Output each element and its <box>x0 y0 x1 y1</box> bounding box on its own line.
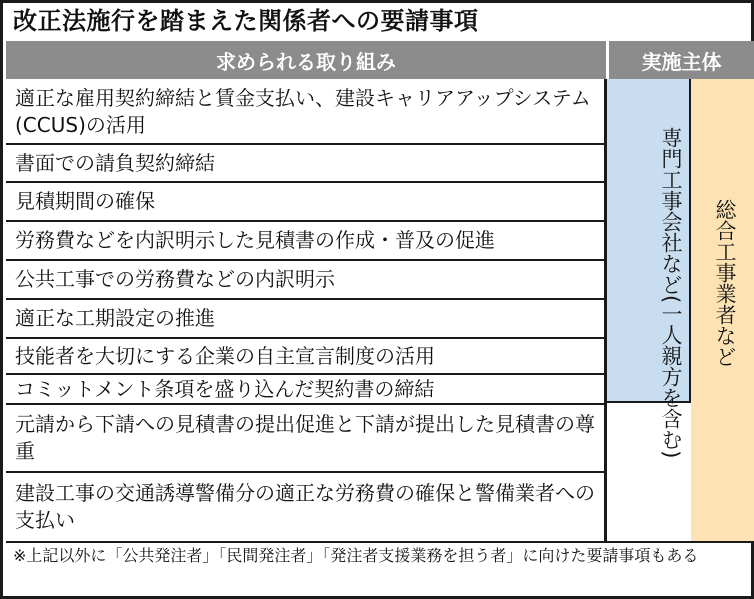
table-row: 労務費などを内訳明示した見積書の作成・普及の促進 <box>15 228 495 252</box>
specialty-contractor-label: 専門工事会社など(一人親方を含む) <box>659 127 683 459</box>
table-row: 書面での請負契約締結 <box>15 150 215 175</box>
table-row: 技能者を大切にする企業の自主宣言制度の活用 <box>15 343 435 368</box>
page-title: 改正法施行を踏まえた関係者への要請事項 <box>13 7 479 35</box>
column-divider <box>604 79 607 542</box>
table-row: 公共工事での労務費などの内訳明示 <box>15 267 335 291</box>
table-row: コミットメント条項を盛り込んだ契約書の締結 <box>15 376 435 401</box>
table-row: 見積期間の確保 <box>15 189 155 213</box>
table-row: 適正な雇用契約締結と賃金支払い、建設キャリアアップシステム(CCUS)の活用 <box>15 86 591 137</box>
header-actors: 実施主体 <box>607 41 754 79</box>
table-row: 適正な工期設定の推進 <box>15 306 215 330</box>
table-row: 建設工事の交通誘導警備分の適正な労務費の確保と警備業者への支払い <box>15 481 595 532</box>
table-bottom-border <box>6 541 754 543</box>
table-row: 元請から下請への見積書の提出促進と下請が提出した見積書の尊重 <box>15 412 595 463</box>
footnote: ※上記以外に「公共発注者」「民間発注者」「発注者支援業務を担う者」に向けた要請事項もある <box>13 546 699 565</box>
general-contractor-label: 総合工事業者など <box>713 199 737 367</box>
header-measures: 求められる取り組み <box>6 41 606 79</box>
